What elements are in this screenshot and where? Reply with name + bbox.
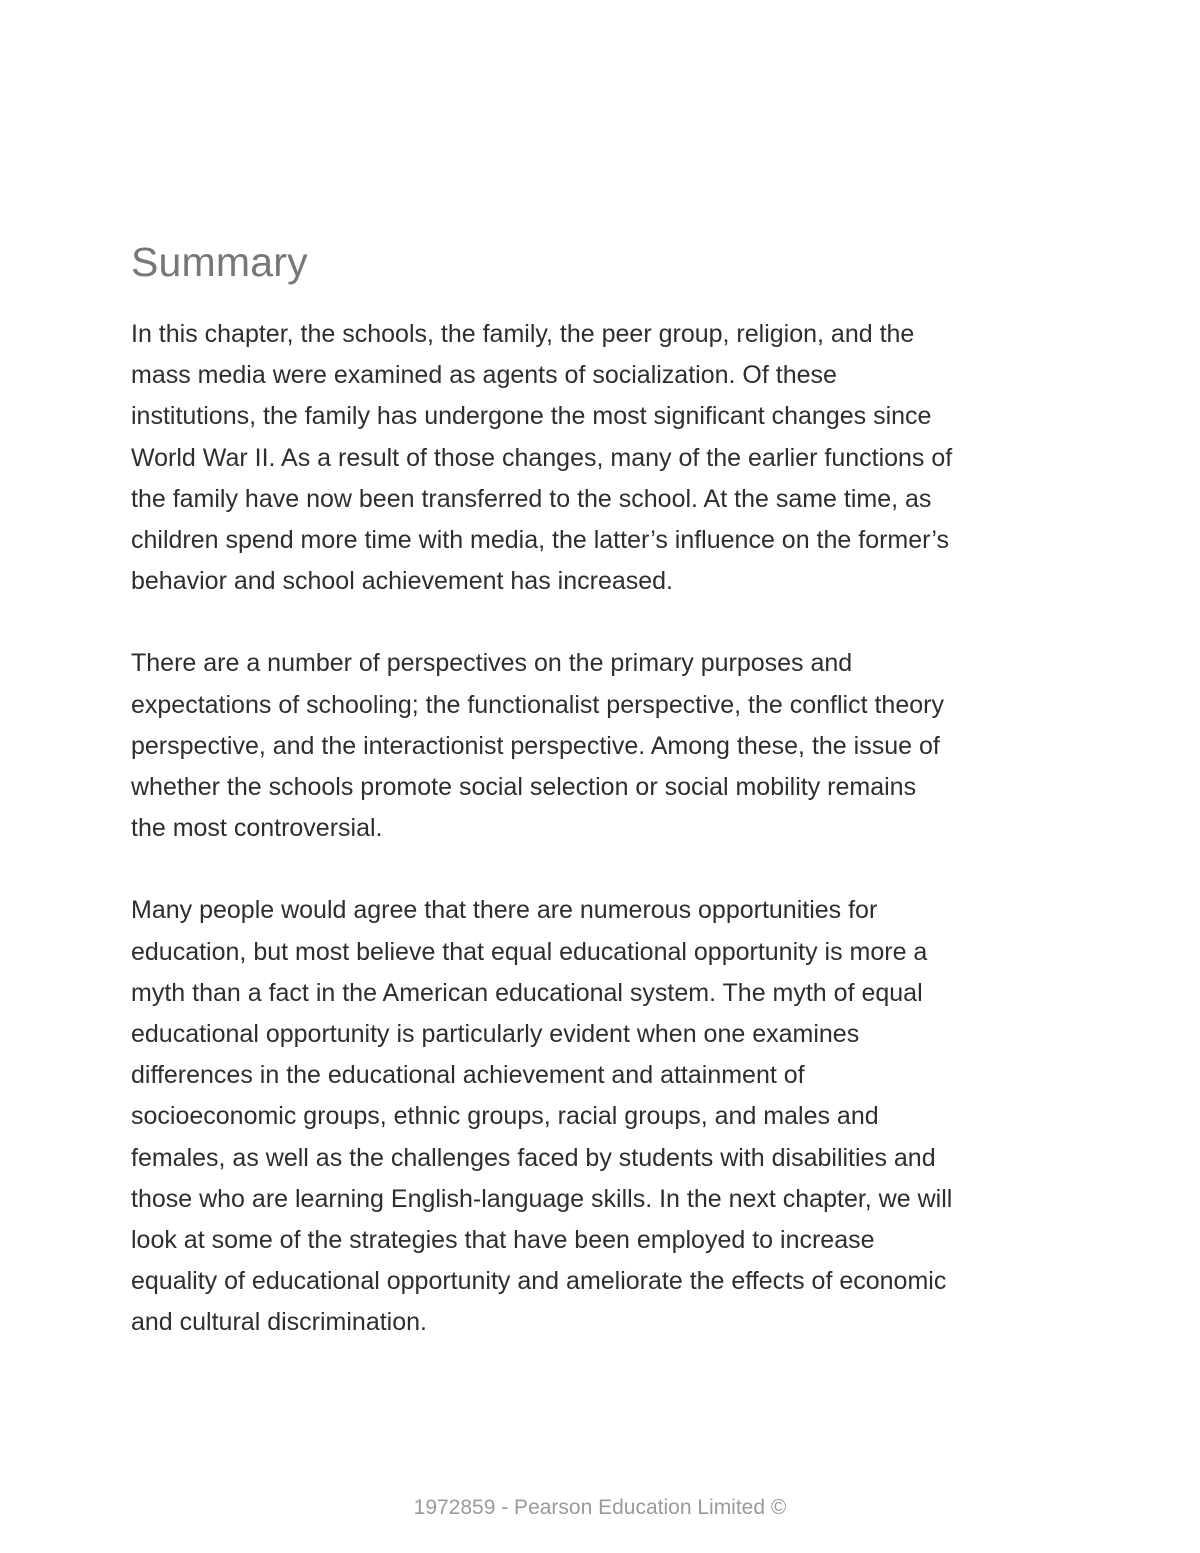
text-line: education, but most believe that equal educational opportunity is more a [131,937,928,966]
document-content [131,236,1071,1385]
text-line: socioeconomic groups, ethnic groups, racial groups, and males and [131,1102,879,1131]
text-line: look at some of the strategies that have been employed to increase [131,1226,875,1255]
text-line: the family have now been transferred to the school. At the same time, as [131,484,932,513]
text-line: Many people would agree that there are numerous opportunities for [131,896,878,925]
text-line: myth than a fact in the American educational system. The myth of equal [131,978,923,1007]
text-line: children spend more time with media, the latter’s influence on the former’s [131,526,950,555]
text-line: In this chapter, the schools, the family, the peer group, religion, and the [131,320,915,348]
text-line: differences in the educational achievement and attainment of [131,1061,805,1090]
text-line: whether the schools promote social selection or social mobility remains [131,773,917,802]
text-line: World War II. As a result of those changes, many of the earlier functions of [131,443,953,472]
text-line: perspective, and the interactionist perspective. Among these, the issue of [131,731,940,760]
text-line: There are a number of perspectives on the primary purposes and [131,649,853,678]
text-line: expectations of schooling; the functionalist perspective, the conflict theory [131,690,944,719]
text-line: the most controversial. [131,814,383,843]
text-line: behavior and school achievement has increased. [131,567,674,596]
paragraph-2 [131,643,1071,849]
text-line: females, as well as the challenges faced by students with disabilities and [131,1143,936,1172]
text-line: equality of educational opportunity and ameliorate the effects of economic [131,1267,947,1296]
paragraph-3 [131,890,1071,1343]
section-heading: Summary [131,239,308,285]
text-line: and cultural discrimination. [131,1308,427,1337]
paragraph-1 [131,314,1071,602]
text-line: educational opportunity is particularly evident when one examines [131,1020,860,1049]
text-line: mass media were examined as agents of socialization. Of these [131,361,837,390]
text-line: those who are learning English-language skills. In the next chapter, we will [131,1184,953,1213]
page-footer: 1972859 - Pearson Education Limited © [413,1496,787,1519]
text-line: institutions, the family has undergone the most significant changes since [131,402,932,431]
